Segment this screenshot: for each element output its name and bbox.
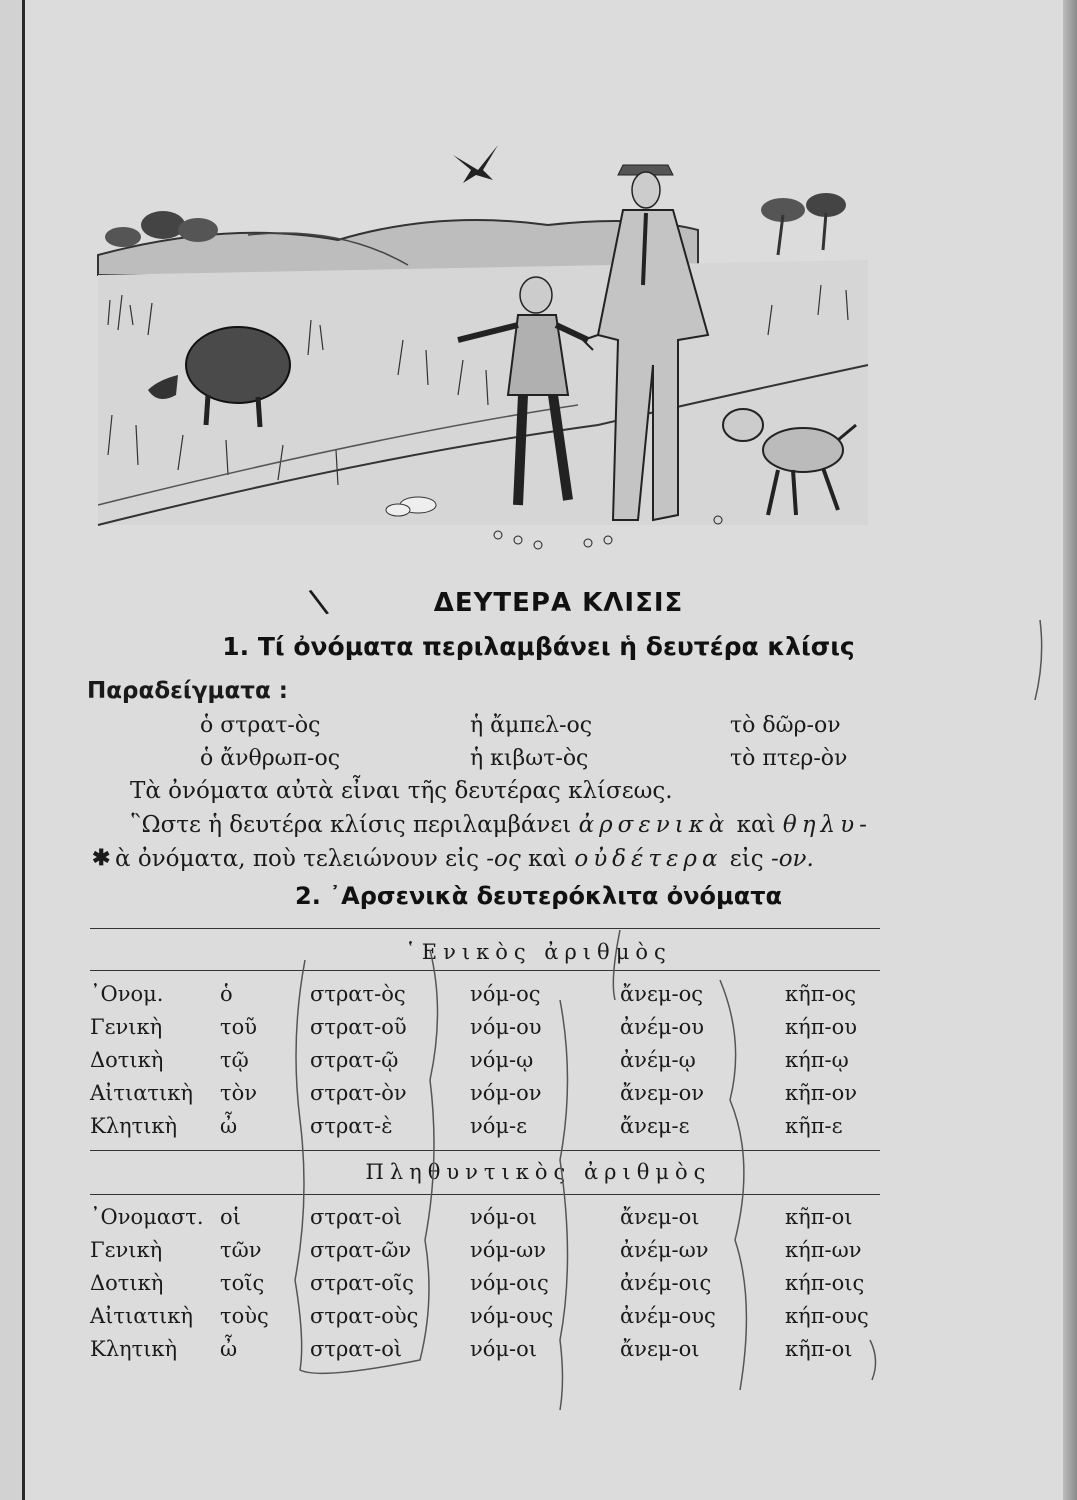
- section2-heading: 2. ᾿Αρσενικὰ δευτερόκλιτα ὀνόματα: [295, 882, 782, 910]
- noun-form-cell: νόμ-ους: [470, 1304, 554, 1328]
- case-label: Γενικὴ: [90, 1238, 163, 1262]
- article-cell: τῷ: [220, 1048, 249, 1072]
- noun-form-cell: νόμ-ον: [470, 1081, 542, 1105]
- case-label: Δοτικὴ: [90, 1048, 164, 1072]
- text-run: καὶ: [528, 846, 568, 872]
- noun-form-cell: στρατ-ὸς: [310, 982, 406, 1006]
- emphasis-neuter: οὐδέτερα: [574, 846, 723, 872]
- example-cell: ὁ ἄνθρωπ-ος: [200, 746, 341, 771]
- noun-form-cell: νόμ-ων: [470, 1238, 547, 1262]
- noun-form-cell: ἀνέμ-οις: [620, 1271, 712, 1295]
- noun-form-cell: στρατ-οῖς: [310, 1271, 414, 1295]
- article-cell: ὦ: [220, 1337, 238, 1361]
- noun-form-cell: ἄνεμ-ε: [620, 1114, 690, 1138]
- text-run: -ος: [486, 846, 521, 872]
- noun-form-cell: στρατ-οὶ: [310, 1205, 403, 1229]
- article-cell: ὦ: [220, 1114, 238, 1138]
- noun-form-cell: στρατ-ῶν: [310, 1238, 412, 1262]
- example-cell: ὁ στρατ-ὸς: [200, 713, 321, 738]
- text-run: ὰ ὀνόματα, ποὺ τελειώνουν εἰς: [115, 846, 479, 872]
- text-run: ῝Ωστε ἡ δευτέρα κλίσις περιλαμβάνει: [130, 812, 572, 838]
- text-run: καὶ: [736, 812, 776, 838]
- noun-form-cell: κῆπ-οι: [785, 1337, 853, 1361]
- case-label: Γενικὴ: [90, 1015, 163, 1039]
- noun-form-cell: ἀνέμ-ων: [620, 1238, 709, 1262]
- noun-form-cell: στρατ-οῦ: [310, 1015, 407, 1039]
- case-label: Δοτικὴ: [90, 1271, 164, 1295]
- noun-form-cell: ἀνέμ-ου: [620, 1015, 704, 1039]
- noun-form-cell: νόμ-ου: [470, 1015, 542, 1039]
- noun-form-cell: κήπ-ων: [785, 1238, 862, 1262]
- article-cell: τοῦ: [220, 1015, 258, 1039]
- noun-form-cell: κῆπ-ε: [785, 1114, 843, 1138]
- pencil-mark: \: [306, 581, 331, 623]
- noun-form-cell: κῆπ-οι: [785, 1205, 853, 1229]
- case-label: Κλητικὴ: [90, 1337, 178, 1361]
- article-cell: ὁ: [220, 982, 233, 1006]
- noun-form-cell: στρατ-οὶ: [310, 1337, 403, 1361]
- section1-heading: 1. Τί ὀνόματα περιλαμβάνει ἡ δευτέρα κλίσις: [222, 632, 855, 661]
- table-rule: [90, 970, 880, 971]
- case-label: Αἰτιατικὴ: [90, 1304, 193, 1328]
- singular-label: ῾Ενικὸς ἀριθμὸς: [405, 940, 672, 964]
- noun-form-cell: κῆπ-ον: [785, 1081, 858, 1105]
- noun-form-cell: ἄνεμ-ος: [620, 982, 703, 1006]
- example-cell: ἡ ἄμπελ-ος: [470, 713, 593, 738]
- article-cell: τοῖς: [220, 1271, 265, 1295]
- case-label: ᾿Ονομ.: [90, 982, 164, 1006]
- paragraph-line: [130, 812, 872, 838]
- noun-form-cell: νόμ-οι: [470, 1205, 538, 1229]
- noun-form-cell: στρατ-ὸν: [310, 1081, 407, 1105]
- noun-form-cell: κήπ-ῳ: [785, 1048, 849, 1072]
- article-cell: τῶν: [220, 1238, 262, 1262]
- illustration-man-boy-sheep-dog: [78, 125, 878, 560]
- noun-form-cell: ἄνεμ-οι: [620, 1337, 700, 1361]
- example-cell: τὸ πτερ-ὸν: [730, 746, 848, 771]
- noun-form-cell: νόμ-οι: [470, 1337, 538, 1361]
- case-label: ᾿Ονομαστ.: [90, 1205, 204, 1229]
- paragraph-line: Τὰ ὀνόματα αὐτὰ εἶναι τῆς δευτέρας κλίσεως.: [130, 778, 673, 804]
- article-cell: τὸν: [220, 1081, 258, 1105]
- emphasis-feminine: θηλυ-: [782, 812, 872, 838]
- noun-form-cell: νόμ-ῳ: [470, 1048, 534, 1072]
- noun-form-cell: ἄνεμ-ον: [620, 1081, 704, 1105]
- noun-form-cell: κήπ-οις: [785, 1271, 865, 1295]
- example-cell: ἡ κιβωτ-ὸς: [470, 746, 589, 771]
- case-label: Κλητικὴ: [90, 1114, 178, 1138]
- noun-form-cell: στρατ-ὲ: [310, 1114, 393, 1138]
- noun-form-cell: κῆπ-ος: [785, 982, 857, 1006]
- text-run: εἰς: [729, 846, 764, 872]
- plural-label: Πληθυντικὸς ἀριθμὸς: [365, 1160, 712, 1184]
- noun-form-cell: στρατ-ῷ: [310, 1048, 399, 1072]
- star-mark: ✱: [92, 845, 111, 871]
- noun-form-cell: νόμ-ος: [470, 982, 541, 1006]
- case-label: Αἰτιατικὴ: [90, 1081, 193, 1105]
- page-title: ΔΕΥΤΕΡΑ ΚΛΙΣΙΣ: [433, 588, 684, 618]
- noun-form-cell: νόμ-οις: [470, 1271, 549, 1295]
- table-rule: [90, 1194, 880, 1195]
- noun-form-cell: κήπ-ους: [785, 1304, 869, 1328]
- page-edge: [1063, 0, 1077, 1500]
- noun-form-cell: ἄνεμ-οι: [620, 1205, 700, 1229]
- noun-form-cell: νόμ-ε: [470, 1114, 528, 1138]
- noun-form-cell: ἀνέμ-ῳ: [620, 1048, 696, 1072]
- paragraph-line: [115, 846, 814, 872]
- table-rule: [90, 928, 880, 929]
- noun-form-cell: ἀνέμ-ους: [620, 1304, 716, 1328]
- article-cell: οἱ: [220, 1205, 241, 1229]
- table-rule: [90, 1150, 880, 1151]
- emphasis-masculine: ἀρσενικὰ: [578, 812, 730, 838]
- noun-form-cell: στρατ-οὺς: [310, 1304, 419, 1328]
- text-run: -ον.: [770, 846, 814, 872]
- examples-label: Παραδείγματα :: [87, 678, 288, 704]
- article-cell: τοὺς: [220, 1304, 269, 1328]
- example-cell: τὸ δῶρ-ον: [730, 713, 841, 738]
- noun-form-cell: κήπ-ου: [785, 1015, 858, 1039]
